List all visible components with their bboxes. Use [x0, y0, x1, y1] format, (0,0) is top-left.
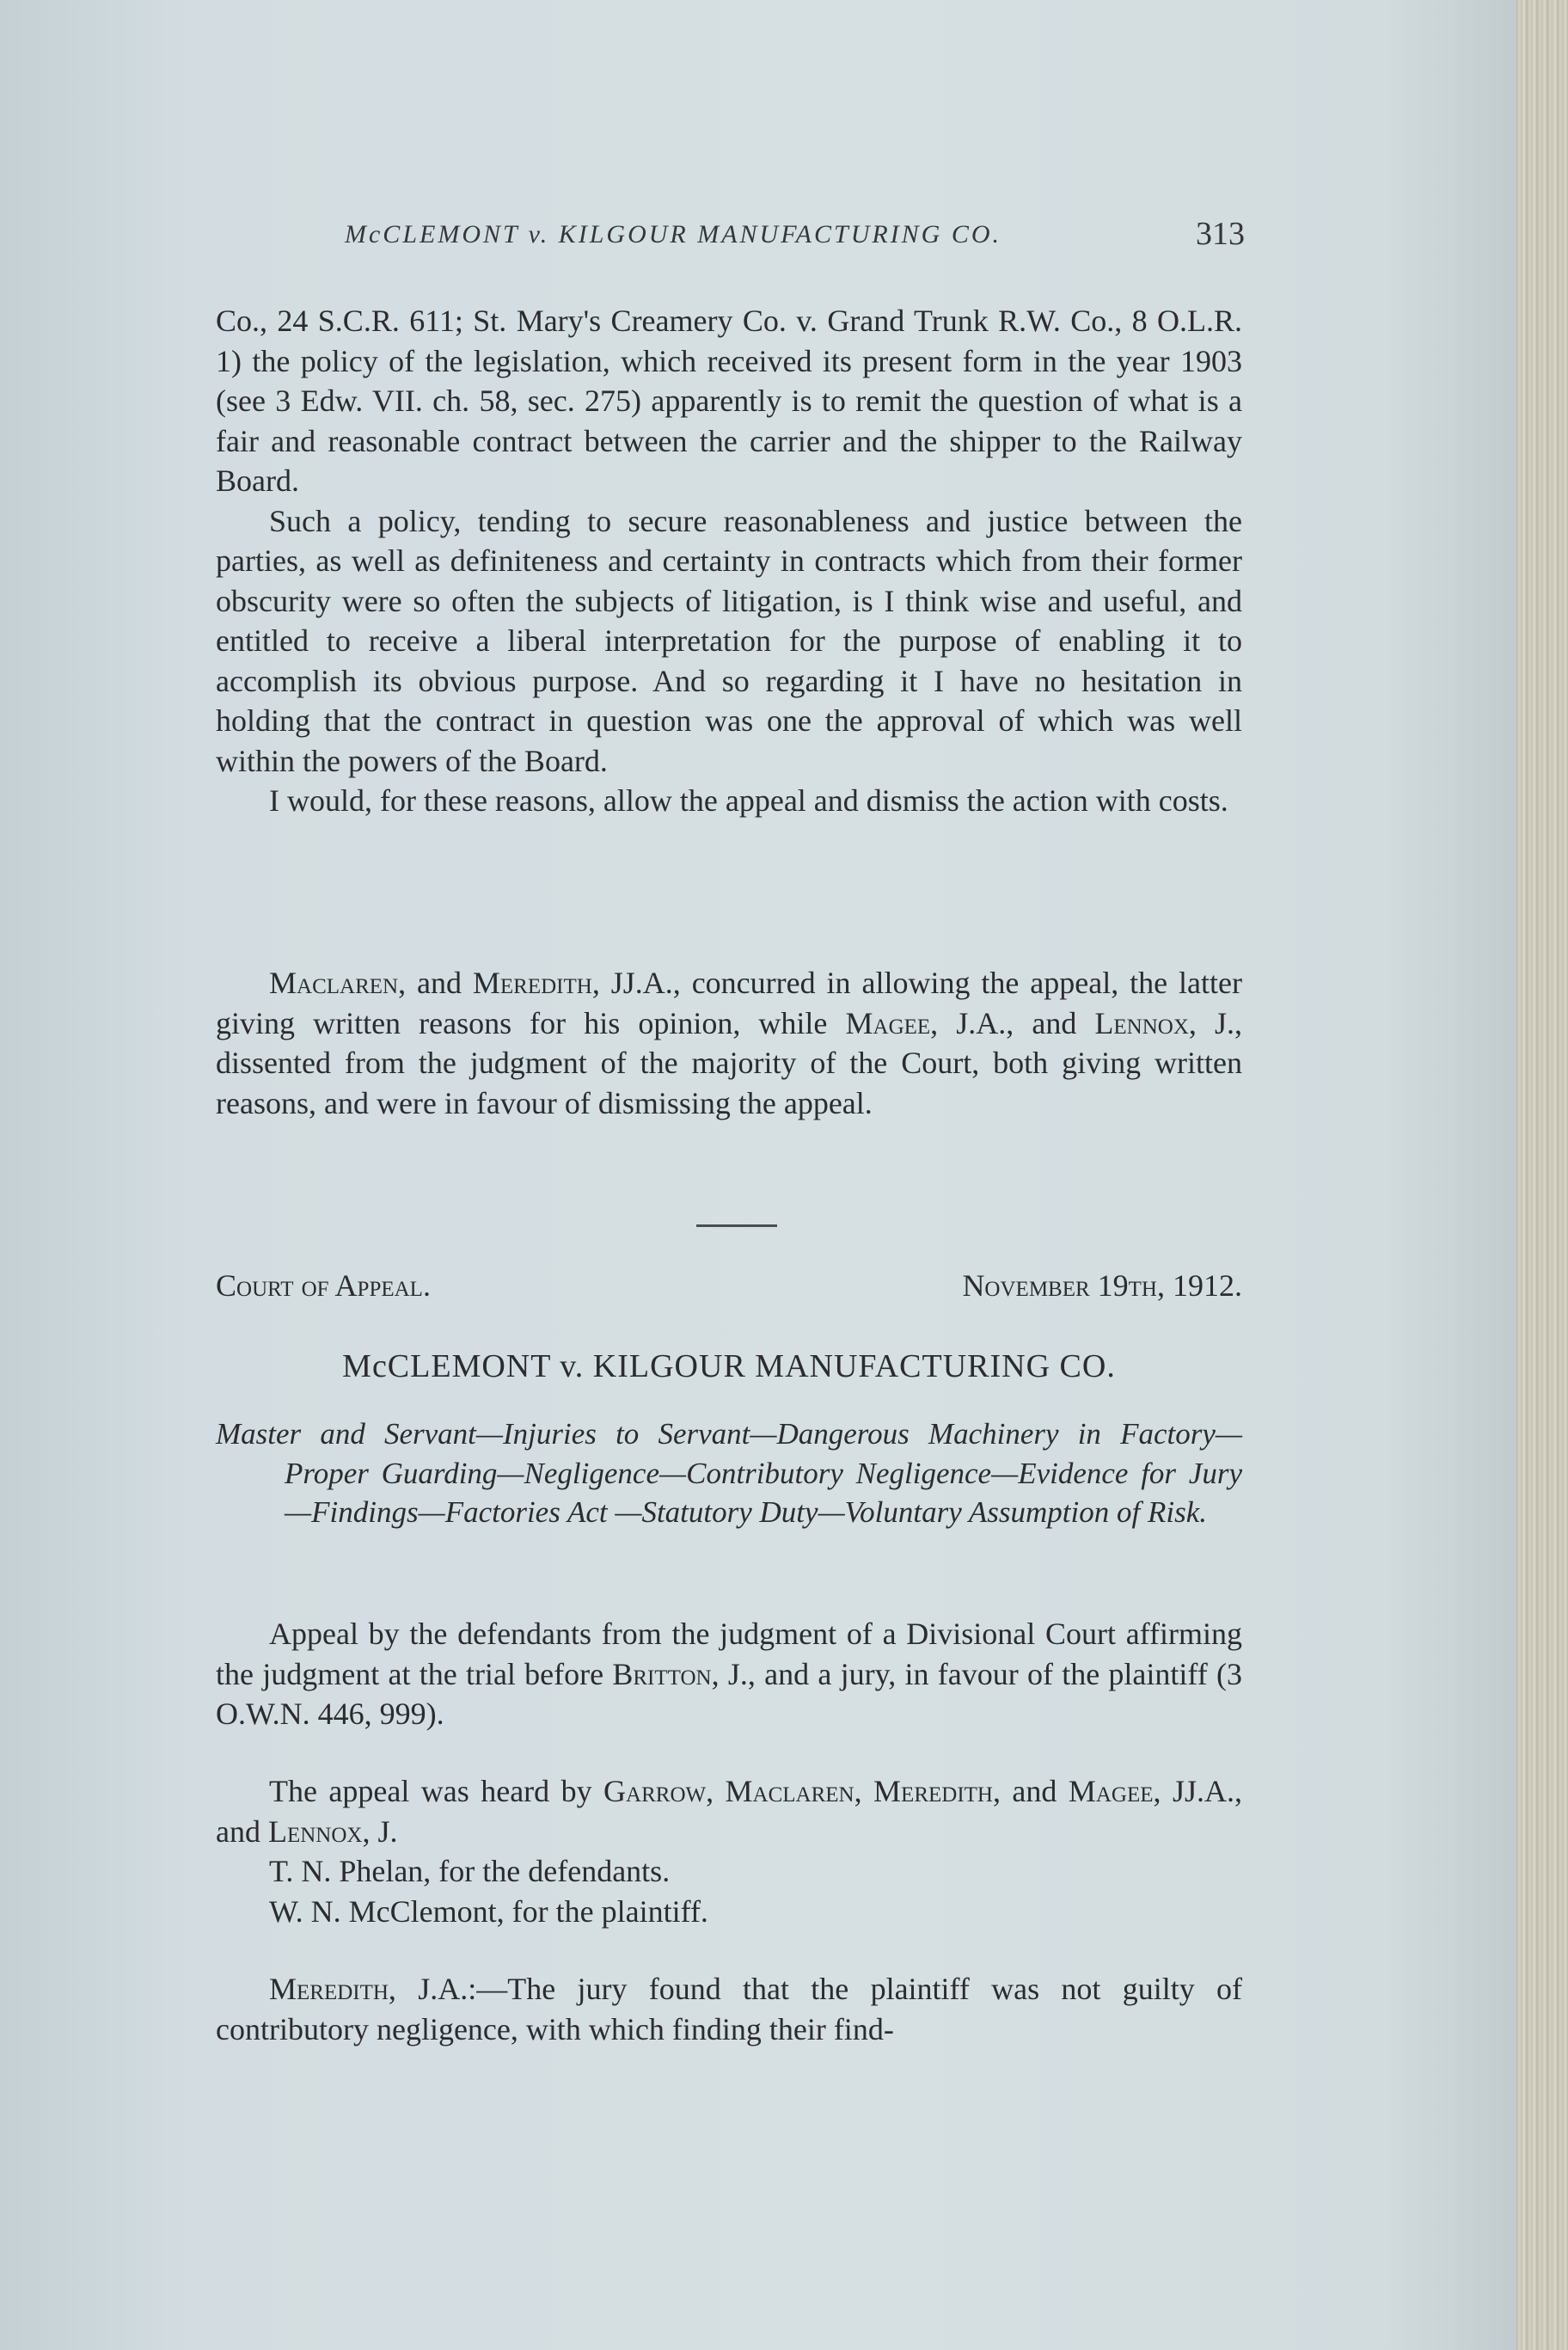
text-run: and: [1000, 1774, 1069, 1808]
text-run: J.A., and: [938, 1005, 1095, 1040]
court-date-line: [216, 1267, 1242, 1310]
judgment-text: [216, 1969, 1242, 2049]
text-run: and: [406, 966, 473, 1000]
judge-name: Magee,: [845, 1005, 939, 1040]
book-page-edges: [1516, 0, 1568, 2350]
appeal-paragraph: [216, 1614, 1242, 1734]
court-name: Court of Appeal.: [216, 1268, 431, 1303]
running-title: McCLEMONT v. KILGOUR MANUFACTURING CO.: [345, 220, 1002, 248]
text-run: J., dissented from the judgment of the majority of the Court, both giving written reasons, and were in favour of dismissing the appeal.: [216, 1005, 1242, 1120]
section-divider: [696, 1224, 777, 1227]
paragraph-disposition: I would, for these reasons, allow the appeal and dismiss the action with costs.: [269, 783, 1228, 818]
counsel-plaintiff: W. N. McClemont, for the plaintiff.: [269, 1893, 708, 1929]
judge-name: Meredith,: [472, 966, 600, 1000]
judge-name: Magee,: [1068, 1774, 1161, 1808]
judge-name: Lennox,: [1094, 1005, 1197, 1040]
judge-name: Meredith,: [269, 1972, 396, 2006]
counsel-defendants: T. N. Phelan, for the defendants.: [269, 1854, 671, 1888]
decision-date: November 19th, 1912.: [962, 1268, 1242, 1303]
text-run: The appeal was heard by: [269, 1774, 604, 1808]
concurrence-text: [216, 963, 1242, 1123]
text-run: Appeal by the defendants from the judgment of a Divisional Court affirming the judgment at the trial before: [216, 1617, 1242, 1691]
continued-judgment: [216, 301, 1242, 821]
concurrence-paragraph: [216, 963, 1242, 1123]
judge-name: Maclaren,: [269, 966, 407, 1000]
judge-name: Britton,: [612, 1656, 720, 1691]
text-run: JJ.A., and: [216, 1774, 1242, 1849]
case-title: McCLEMONT v. KILGOUR MANUFACTURING CO.: [342, 1348, 1116, 1384]
judge-name: Lennox,: [267, 1813, 371, 1849]
paragraph-continuation: Co., 24 S.C.R. 611; St. Mary's Creamery Co. v. Grand Trunk R.W. Co., 8 O.L.R. 1) the policy of the legislation, which received its present form in the year 1903 (see 3 Edw. VII. ch. 58, sec. 275) apparently is to remit the question of what is a fair and reasonable contract between the carrier and the shipper to the Railway Board.: [216, 304, 1242, 498]
hearing-text: [216, 1771, 1242, 1851]
page-number: 313: [1196, 216, 1245, 252]
text-run: JJ.A., concurred in allowing the appeal, the latter giving written reasons for his opinion, while: [216, 966, 1242, 1040]
hearing-paragraph: [216, 1771, 1242, 1931]
text-run: J., and a jury, in favour of the plaintiff (3 O.W.N. 446, 999).: [216, 1656, 1242, 1731]
judge-names: Garrow, Maclaren, Meredith,: [603, 1774, 1001, 1808]
headnote-text: Master and Servant—Injuries to Servant—Dangerous Machinery in Factory—Proper Guarding—Negligence—Contributory Negligence—Evidence for Jury—Findings—Factories Act —Statutory Duty—Voluntary Assumption of Risk.: [216, 1417, 1242, 1529]
running-head: [216, 215, 1245, 267]
text-run: J.: [370, 1813, 398, 1849]
headnote: [216, 1414, 1242, 1532]
paragraph-policy: Such a policy, tending to secure reasonableness and justice between the parties, as well as definiteness and certainty in contracts which from their former obscurity were so often the subjects of litigation, is I think wise and useful, and entitled to receive a liberal interpretation for the purpose of enabling it to accomplish its obvious purpose. And so regarding it I have no hesitation in holding that the contract in question was one the approval of which was well within the powers of the Board.: [216, 503, 1242, 778]
text-run: J.A.:—The jury found that the plaintiff was not guilty of contributory negligence, with which finding their find-: [216, 1972, 1242, 2046]
appeal-text: [216, 1614, 1242, 1734]
judgment-paragraph: [216, 1969, 1242, 2049]
